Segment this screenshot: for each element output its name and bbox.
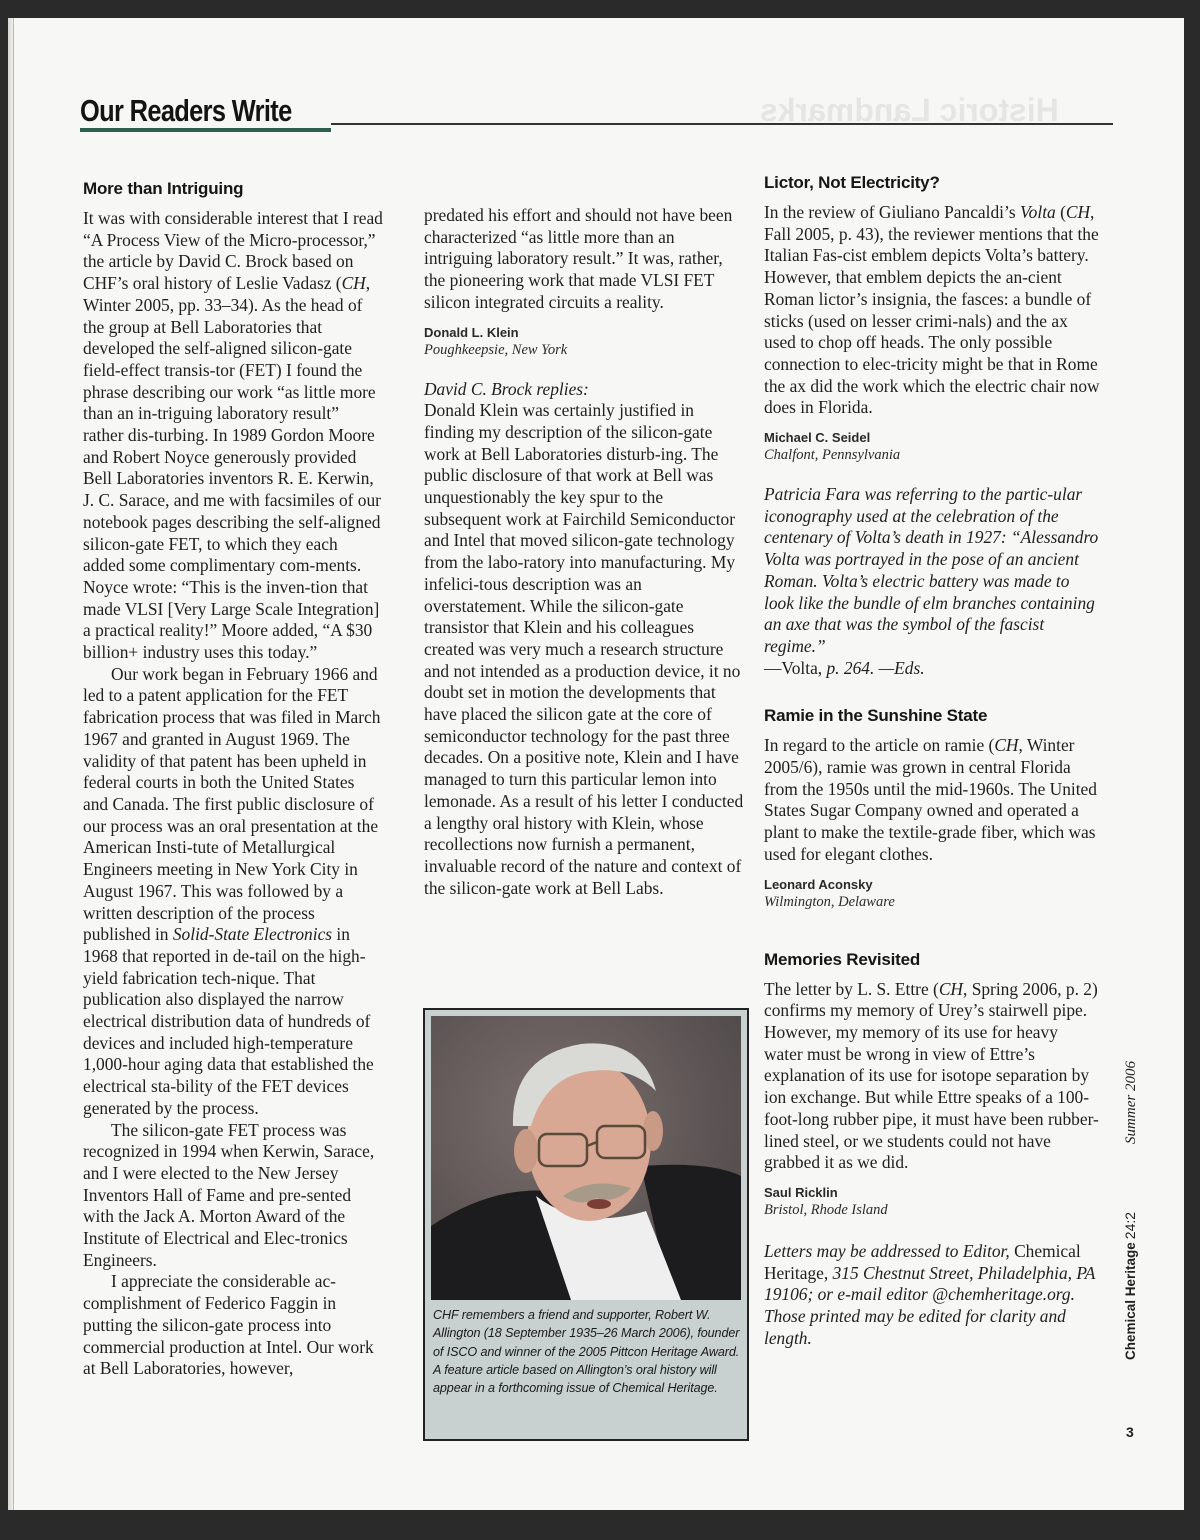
letter-author: Donald L. Klein bbox=[424, 324, 519, 340]
journal-name: Chemical Heritage bbox=[1123, 1242, 1138, 1360]
column-2 bbox=[424, 205, 744, 899]
letter-location: Bristol, Rhode Island bbox=[764, 1201, 888, 1218]
column-1 bbox=[83, 178, 383, 1380]
letter-author: Michael C. Seidel bbox=[764, 430, 871, 446]
reply-text: Donald Klein was certainly justified in finding my description of the silicon-gate work at Bell Laboratories disturb-ing. The public disclosure of that work at Bell was unquestionably the key spur to the subsequent work at Fairchild Semiconductor and Intel that moved silicon-gate technology from the labo-ratory into manufacturing. My infelici-tous description was an overstatement. While the silicon-gate transistor that Klein and his colleagues created was very much a research structure and not intended as a production device, it no doubt set in motion the developments that have placed the silicon gate at the core of semiconductor technology for the past three decades. On a positive note, Klein and I have managed to turn this particular lemon into lemonade. As a result of his letter I conducted a lengthy oral history with Klein, whose recollections now furnish a permanent, invaluable record of the nature and context of the silicon-gate work at Bell Labs. bbox=[424, 400, 744, 898]
letter-paragraph: Our work began in February 1966 and led to a patent application for the FET fabrication process that was filed in March 1967 and granted in August 1969. The validity of that patent has been upheld in federal courts in both the United States and Canada. The first public disclosure of our process was an oral presentation at the American Insti-tute of Metallurgical Engineers meeting in New York City in August 1967. This was followed by a written description of the process published in Solid-State Electronics in 1968 that reported in de-tail on the high-yield fabrication tech-nique. That publication also displayed the narrow electrical distribution data of hundreds of devices and included high-temperature 1,000-hour aging data that established the electrical sta-bility of the FET devices generated by the process. bbox=[83, 663, 381, 1118]
journal-volume: 24:2 bbox=[1122, 1211, 1138, 1240]
page-gutter bbox=[8, 18, 14, 1510]
photo-box bbox=[423, 1008, 749, 1441]
letter-heading: Ramie in the Sunshine State bbox=[764, 706, 988, 726]
issue-season: Summer 2006 bbox=[1123, 1061, 1139, 1144]
letter-heading: More than Intriguing bbox=[83, 179, 244, 198]
letter-author: Leonard Aconsky bbox=[764, 876, 873, 892]
letter-paragraph: In the review of Giuliano Pancaldi’s Volta (CH, Fall 2005, p. 43), the reviewer mentions that the Italian Fas-cist emblem depicts Volta’s battery. However, that emblem depicts the an-cient Roman lictor’s insignia, the fasces: a bundle of sticks (used on lesser crimi-nals) and the ax used to chop off heads. The only possible connection to elec-tricity might be that in Rome the ax did the work which the electric chair now does in Florida. bbox=[764, 202, 1100, 418]
letter-location: Poughkeepsie, New York bbox=[424, 341, 568, 358]
letter-paragraph: I appreciate the considerable ac-complishment of Federico Faggin in putting the silicon-gate process into commercial production at Intel. Our work at Bell Laboratories, however, bbox=[83, 1271, 374, 1379]
letter-paragraph: predated his effort and should not have been characterized “as little more than an intriguing laboratory result.” It was, rather, the pioneering work that made VLSI FET silicon integrated circuits a reality. bbox=[424, 205, 733, 312]
running-footer bbox=[1118, 1060, 1148, 1360]
section-title: Our Readers Write bbox=[80, 93, 292, 128]
letter-paragraph: In regard to the article on ramie (CH, Winter 2005/6), ramie was grown in central Florida from the 1950s until the mid-1960s. The United States Sugar Company owned and operated a plant to make the textile-grade fiber, which was used for elegant clothes. bbox=[764, 735, 1097, 864]
letter-location: Wilmington, Delaware bbox=[764, 893, 895, 910]
letter-heading: Memories Revisited bbox=[764, 949, 921, 969]
portrait-photo bbox=[431, 1016, 741, 1300]
editor-note: Patricia Fara was referring to the partic-ular iconography used at the celebration of the centenary of Volta’s death in 1927: “Alessandro Volta was portrayed in the pose of an ancient Roman. Volta’s electric battery was made to look like the bundle of elm branches containing an axe that was the symbol of the fascist regime.” —Volta, p. 264. —Eds. bbox=[764, 484, 1099, 678]
header-rule bbox=[331, 123, 1113, 125]
photo-caption: CHF remembers a friend and supporter, Robert W. Allington (18 September 1935–26 March 2006), founder of ISCO and winner of the 2005 Pittcon Heritage Award. A feature article based on Allington’s oral history will appear in a forthcoming issue of Chemical Heritage. bbox=[433, 1308, 740, 1396]
title-accent-bar bbox=[80, 128, 331, 132]
letter-author: Saul Ricklin bbox=[764, 1184, 838, 1200]
section-masthead bbox=[80, 92, 1120, 132]
letter-paragraph: It was with considerable interest that I read “A Process View of the Micro-processor,” the article by David C. Brock based on CHF’s oral history of Leslie Vadasz (CH, Winter 2005, pp. 33–34). As the head of the group at Bell Laboratories that developed the self-aligned silicon-gate field-effect transis-tor (FET) I found the phrase describing our work “as little more than an in-triguing laboratory result” rather dis-turbing. In 1989 Gordon Moore and Robert Noyce generously provided Bell Laboratories inventors R. E. Kerwin, J. C. Sarace, and me with facsimiles of our notebook pages describing the self-aligned silicon-gate FET, to which they each added some complimentary com-ments. Noyce wrote: “This is the inven-tion that made VLSI [Very Large Scale Integration] a practical reality!” Moore added, “A $30 billion+ industry uses this today.” bbox=[83, 208, 383, 663]
reply-label: David C. Brock replies: bbox=[424, 378, 589, 399]
letter-location: Chalfont, Pennsylvania bbox=[764, 447, 901, 464]
column-3 bbox=[764, 172, 1100, 1349]
portrait-image-icon bbox=[431, 1016, 741, 1300]
letter-heading: Lictor, Not Electricity? bbox=[764, 173, 940, 192]
page-number: 3 bbox=[1126, 1424, 1134, 1440]
submission-note: Letters may be addressed to Editor, Chemical Heritage, 315 Chestnut Street, Philadelphia, PA 19106; or e-mail editor @chemheritage.org. Those printed may be edited for clarity and length. bbox=[764, 1240, 1096, 1348]
letter-paragraph: The letter by L. S. Ettre (CH, Spring 2006, p. 2) confirms my memory of Urey’s stairwell pipe. However, my memory of its use for heavy water must be wrong in view of Ettre’s explanation of its use for isotope separation by ion exchange. But while Ettre speaks of a 100-foot-long rubber pipe, it must have been rubber-lined steel, or we students could not have grabbed it as we did. bbox=[764, 978, 1099, 1173]
letter-paragraph: The silicon-gate FET process was recognized in 1994 when Kerwin, Sarace, and I were elected to the New Jersey Inventors Hall of Fame and pre-sented with the Jack A. Morton Award of the Institute of Electrical and Elec-tronics Engineers. bbox=[83, 1119, 375, 1270]
